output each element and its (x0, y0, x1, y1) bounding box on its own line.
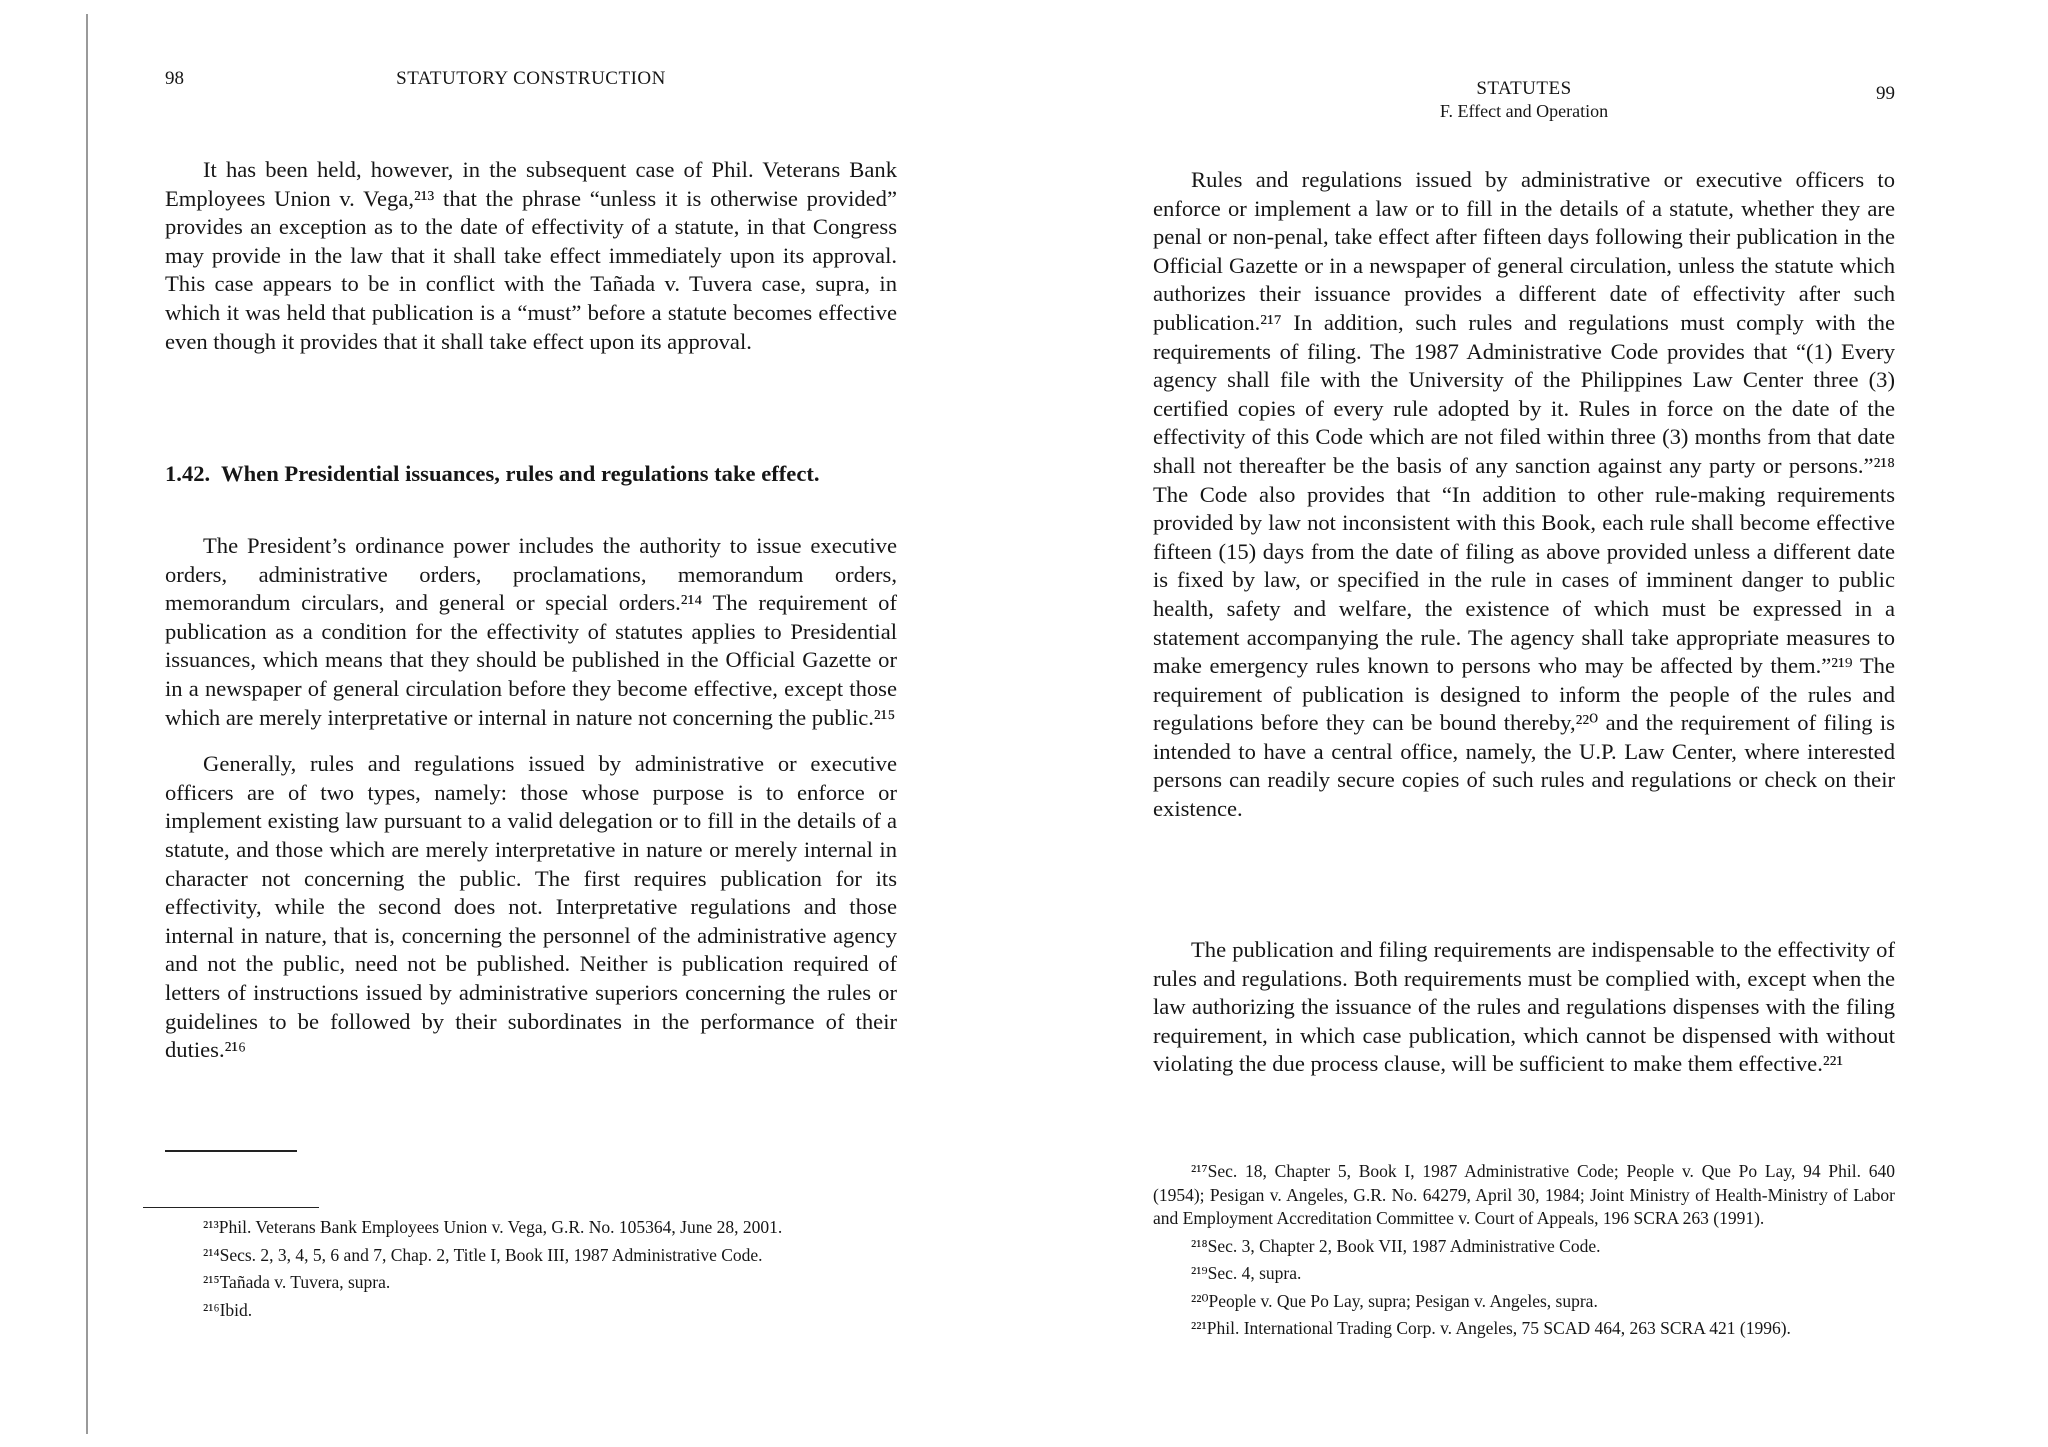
footnote: ²¹⁶Ibid. (203, 1299, 253, 1320)
right-footnotes (1153, 1160, 1895, 1345)
footnote: ²¹⁸Sec. 3, Chapter 2, Book VII, 1987 Administrative Code. (1191, 1235, 1601, 1256)
paragraph: It has been held, however, in the subsequent case of Phil. Veterans Bank Employees Union v. Vega,²¹³ that the phrase “unless it is otherwise provided” provides an exception as to the date of effectivity of a statute, in that Congress may provide in the law that it shall take effect immediately upon its approval. This case appears to be in conflict with the Tañada v. Tuvera case, supra, in which it was held that publication is a “must” before a statute becomes effective even though it provides that it shall take effect upon its approval. (165, 157, 897, 354)
right-page-number: 99 (1876, 83, 1895, 104)
right-running-subhead: F. Effect and Operation (1439, 101, 1609, 121)
left-body-bottom (165, 532, 897, 1065)
left-page-number: 98 (165, 68, 184, 89)
footnote: ²¹⁴Secs. 2, 3, 4, 5, 6 and 7, Chap. 2, Title I, Book III, 1987 Administrative Code. (203, 1244, 763, 1265)
section-title: When Presidential issuances, rules and regulations take effect. (221, 461, 820, 486)
paragraph: Rules and regulations issued by administrative or executive officers to enforce or implement a law or to fill in the details of a statute, whether they are penal or non-penal, take effect after fifteen days following their publication in the Official Gazette or in a newspaper of general circulation, unless the statute which authorizes their issuance provides a different date of effectivity after such publication.²¹⁷ In addition, such rules and regulations must comply with the requirements of filing. The 1987 Administrative Code provides that “(1) Every agency shall file with the University of the Philippines Law Center three (3) certified copies of every rule adopted by it. Rules in force on the date of the effectivity of this Code which are not filed within three (3) months from that date shall not thereafter be the basis of any sanction against any party or persons.”²¹⁸ The Code also provides that “In addition to other rule-making requirements provided by law not inconsistent with this Book, each rule shall become effective fifteen (15) days from the date of filing as above provided unless a different date is fixed by law, or specified in the rule in cases of imminent danger to public health, safety and welfare, the existence of which must be expressed in a statement accompanying the rule. The agency shall take appropriate measures to make emergency rules known to persons who may be affected by them.”²¹⁹ The requirement of publication is designed to inform the people of the rules and regulations before they can be bound thereby,²²⁰ and the requirement of filing is intended to have a central office, namely, the U.P. Law Center, where interested persons can readily secure copies of such rules and regulations or check on their existence. (1153, 167, 1895, 822)
footnote: ²¹⁵Tañada v. Tuvera, supra. (203, 1272, 391, 1292)
left-body-top (165, 156, 897, 356)
footnote: ²²¹Phil. International Trading Corp. v. Angeles, 75 SCAD 464, 263 SCRA 421 (1996). (1191, 1318, 1791, 1338)
right-running-head: STATUTES (1476, 78, 1572, 99)
footnote: ²¹³Phil. Veterans Bank Employees Union v. Vega, G.R. No. 105364, June 28, 2001. (203, 1217, 783, 1237)
paragraph: The President’s ordinance power includes the authority to issue executive orders, administrative orders, proclamations, memorandum orders, memorandum circulars, and general or special orders.²¹⁴ The requirement of publication as a condition for the effectivity of statutes applies to Presidential issuances, which means that they should be published in the Official Gazette or in a newspaper of general circulation before they become effective, except those which are merely interpretative or internal in nature not concerning the public.²¹⁵ (165, 533, 897, 730)
footnote: ²¹⁹Sec. 4, supra. (1191, 1263, 1302, 1283)
section-number: 1.42. (165, 461, 211, 486)
left-footnotes (165, 1216, 897, 1326)
footnote-rule (143, 1207, 319, 1208)
paragraph: Generally, rules and regulations issued by administrative or executive officers are of two types, namely: those whose purpose is to enforce or implement existing law pursuant to a valid delegation or to fill in the details of a statute, and those which are merely interpretative in nature or merely internal in character not concerning the public. The first requires publication for its effectivity, while the second does not. Interpretative regulations and those internal in nature, that is, concerning the personnel of the administrative agency and not the public, need not be published. Neither is publication required of letters of instructions issued by administrative superiors concerning the rules or guidelines to be followed by their subordinates in the performance of their duties.²¹⁶ (165, 751, 897, 1063)
footnote: ²¹⁷Sec. 18, Chapter 5, Book I, 1987 Administrative Code; People v. Que Po Lay, 94 Phil. 640 (1954); Pesigan v. Angeles, G.R. No. 64279, April 30, 1984; Joint Ministry of Health-Ministry of Labor and Employment Accreditation Committee v. Court of Appeals, 196 SCRA 263 (1991). (1153, 1161, 1895, 1228)
footnote-rule-short (165, 1150, 297, 1152)
binding-shadow-line (86, 14, 88, 1434)
footnote: ²²⁰People v. Que Po Lay, supra; Pesigan v. Angeles, supra. (1191, 1290, 1598, 1311)
section-heading (165, 460, 897, 489)
right-body-top (1153, 166, 1895, 824)
left-running-head: STATUTORY CONSTRUCTION (396, 68, 666, 89)
right-body-bottom (1153, 936, 1895, 1079)
paragraph: The publication and filing requirements are indispensable to the effectivity of rules and regulations. Both requirements must be complied with, except when the law authorizing the issuance of the rules and regulations dispenses with the filing requirement, in which case publication, which cannot be dispensed with without violating the due process clause, will be sufficient to make them effective.²²¹ (1153, 937, 1895, 1077)
